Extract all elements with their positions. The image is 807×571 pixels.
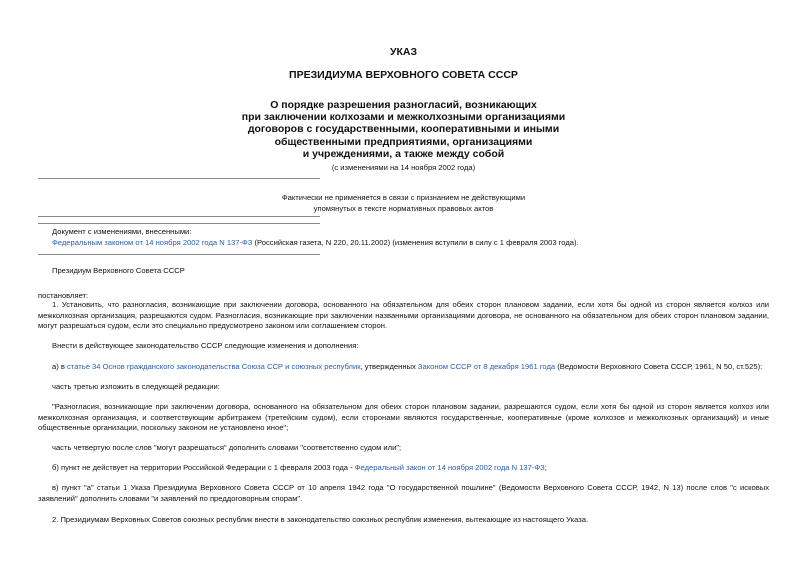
heading-line: договоров с государственными, кооперативными и иными <box>247 123 560 136</box>
paragraph-1: 1. Установить, что разногласия, возникающие при заключении договора, основанного на обязательном для обеих сторон плановом задании, если хотя бы одной из сторон является колхоз или межколхозная организация, разрешаются судом. Разногласия, возникающие при заключении названными организациями договора, не основанного на обязательном для обеих сторон плановом задании, могут разрешаться судом, если это специально предусмотрено законом или соглашением сторон. <box>38 300 769 331</box>
divider <box>38 223 320 224</box>
divider <box>38 216 320 217</box>
divider <box>38 178 320 179</box>
decree-word: постановляет: <box>38 291 89 300</box>
paragraph-b <box>52 463 792 474</box>
divider <box>38 254 320 255</box>
status-note-line: упомянутых в тексте нормативных правовых актов <box>313 204 494 213</box>
amend-note: (с изменениями на 14 ноября 2002 года) <box>331 163 476 172</box>
doc-heading <box>0 99 807 160</box>
status-note <box>0 192 807 214</box>
pa-prefix: а) в <box>52 362 68 371</box>
heading-line: и учреждениями, а также между собой <box>302 147 505 160</box>
paragraph-a <box>52 362 792 373</box>
heading-line: при заключении колхозами и межколхозными организациями <box>241 111 566 124</box>
doc-title: УКАЗ <box>389 46 418 58</box>
heading-line: общественными предприятиями, организациями <box>274 135 533 148</box>
amending-law-link[interactable]: Федеральным законом от 14 ноября 2002 года N 137-ФЗ <box>52 238 253 247</box>
paragraph-third: часть третью изложить в следующей редакции: <box>52 382 220 391</box>
doc-subtitle: ПРЕЗИДИУМА ВЕРХОВНОГО СОВЕТА СССР <box>289 69 518 81</box>
fundamentals-article-link[interactable]: статье 34 Основ гражданского законодательства Союза ССР и союзных республик <box>67 362 361 371</box>
paragraph-quote: "Разногласия, возникающие при заключении договора, основанного на обязательном для обеих сторон плановом задании, разрешаются судом, если хотя бы одной из сторон является колхоз или межколхозная организация, и соответствующим арбитражем (третейским судом), если сторонами являются государственные, кооперативные (кроме колхозов и межколхозных организаций) и иные общественные организации, поскольку законом не установлено иное"; <box>38 402 769 433</box>
changes-rest: (Российская газета, N 220, 20.11.2002) (изменения вступили в силу с 1 февраля 2003 года). <box>252 238 579 247</box>
issuer: Президиум Верховного Совета СССР <box>52 266 185 275</box>
paragraph-v: в) пункт "а" статьи 1 Указа Президиума Верховного Совета СССР от 10 апреля 1942 года "О государственной пошлине" (Ведомости Верховного Совета СССР, 1942, N 13) после слов "с исковых заявлений" дополнить словами "и заявлений по преддоговорным спорам". <box>38 483 769 503</box>
heading-line: О порядке разрешения разногласий, возникающих <box>270 99 537 111</box>
changes-line <box>52 238 792 249</box>
pa-suffix: (Ведомости Верховного Совета СССР, 1961, N 50, ст.525): <box>555 362 763 371</box>
pb-suffix: ; <box>544 463 547 472</box>
federal-law-link[interactable]: Федеральный закон от 14 ноября 2002 года N 137-ФЗ <box>354 463 545 472</box>
changes-label: Документ с изменениями, внесенными: <box>52 227 192 236</box>
pa-mid: , утвержденных <box>360 362 418 371</box>
status-note-line: Фактически не применяется в связи с признанием не действующими <box>281 193 526 202</box>
ussr-law-link[interactable]: Законом СССР от 8 декабря 1961 года <box>417 362 556 371</box>
paragraph-intro: Внести в действующее законодательство СССР следующие изменения и дополнения: <box>52 341 359 350</box>
pb-text: б) пункт не действует на территории Российской Федерации с 1 февраля 2003 года - <box>52 463 355 472</box>
paragraph-fourth: часть четвертую после слов "могут разрешаться" дополнить словами "соответственно судом или"; <box>52 443 402 452</box>
paragraph-2: 2. Президиумам Верховных Советов союзных республик внести в законодательство союзных республик изменения, вытекающие из настоящего Указа. <box>52 515 589 524</box>
